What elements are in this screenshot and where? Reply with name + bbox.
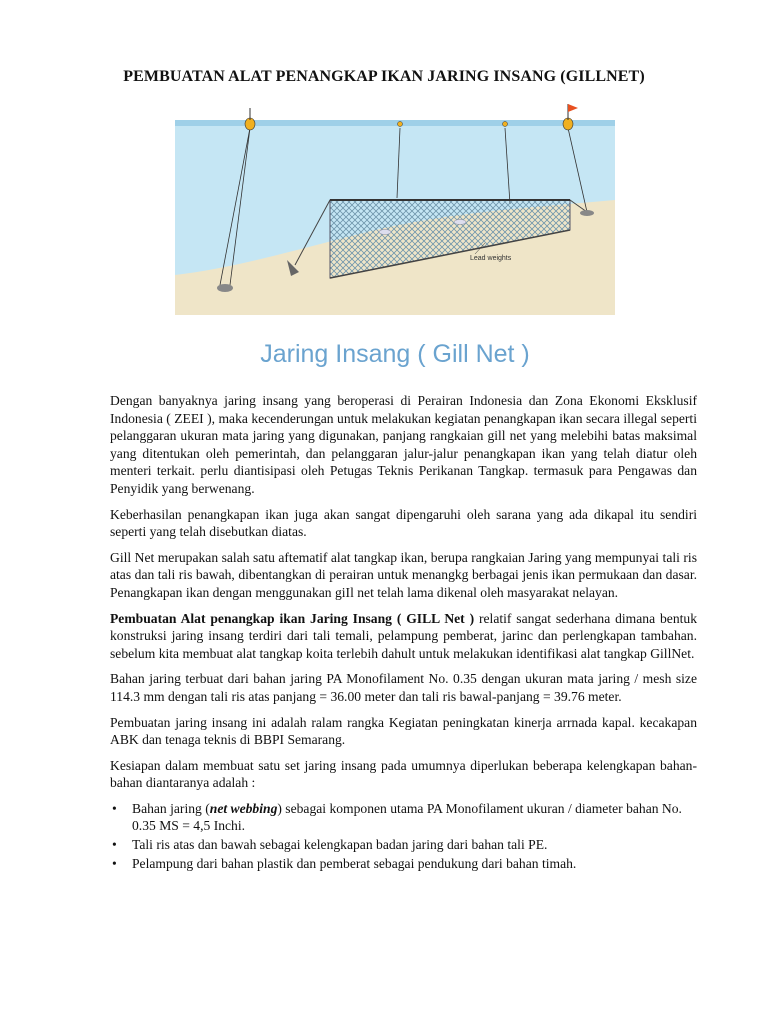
fish-1 — [379, 230, 391, 235]
flag-icon — [568, 104, 578, 112]
paragraph-6: Pembuatan jaring insang ini adalah ralam rangka Kegiatan peningkatan kinerja arrnada kapal. kecakapan ABK dan tenaga teknis di BBPI Semarang. — [110, 714, 697, 748]
paragraph-4-rest: relatif sangat sederhana dimana bentuk konstruksi jaring insang terdiri dari tali temali, pelampung pemberat, jarinc dan perlengkapan tambahan. sebelum kita membuat alat tangkap koita terlebih dahult untuk melakukan identifikasi alat tangkap GillNet. — [110, 610, 697, 661]
bullet-icon: • — [112, 800, 117, 816]
paragraph-1: Dengan banyaknya jaring insang yang beroperasi di Perairan Indonesia dan Zona Ekonomi Eksklusif Indonesia ( ZEEI ), maka kecenderungan untuk melakukan kegiatan penangkapan ikan secara illegal seperti pelanggaran ukuran mata jaring yang digunakan, panjang rangkaian gill net yang melebihi batas maksimal yang ditentukan oleh pemerintah, dan pelanggaran jalur-jalur penangkapan ikan yang telah diatur oleh menteri terkait. perlu diantisipasi oleh Petugas Teknis Perikanan Tangkap. termasuk para Pengawas dan Penyidik yang berwenang. — [110, 393, 697, 496]
figure-caption: Jaring Insang ( Gill Net ) — [260, 340, 530, 368]
gillnet-diagram — [175, 100, 615, 340]
fish-2 — [454, 220, 466, 225]
document-body — [110, 392, 697, 873]
list-item — [110, 855, 697, 873]
list-item-emphasis: net webbing — [209, 800, 278, 816]
paragraph-7: Kesiapan dalam membuat satu set jaring insang pada umumnya diperlukan beberapa kelengkapan bahan-bahan diantaranya adalah : — [110, 757, 697, 791]
list-item-text-post: ) sebagai komponen utama PA Monofilament ukuran / diameter bahan No. 0.35 MS = 4,5 Inchi. — [132, 800, 682, 834]
paragraph-3: Gill Net merupakan salah satu aftematif alat tangkap ikan, berupa rangkaian Jaring yang mempunyai tali ris atas dan tali ris bawah, dibentangkan di perairan untuk menangkg berbagai jenis ikan permukaan dan dasar. Penangkapan ikan dengan menggunakan giIl net telah lama dikenal oleh masyarakat nelayan. — [110, 549, 697, 600]
list-item-text: Pelampung dari bahan plastik dan pemberat sebagai pendukung dari bahan timah. — [132, 855, 577, 871]
paragraph-4 — [110, 610, 697, 663]
lead-weights-label: Lead weights — [470, 255, 512, 262]
document-title: PEMBUATAN ALAT PENANGKAP IKAN JARING INSANG (GILLNET) — [123, 68, 645, 85]
float-1 — [398, 122, 403, 127]
anchor-weight-left — [217, 284, 233, 292]
float-2 — [503, 122, 508, 127]
paragraph-4-bold: Pembuatan Alat penangkap ikan Jaring Insang ( GILL Net ) — [110, 610, 475, 626]
list-item-text: Tali ris atas dan bawah sebagai kelengkapan badan jaring dari bahan tali PE. — [132, 837, 548, 853]
list-item-text-pre: Bahan jaring ( — [132, 800, 210, 816]
bullet-icon: • — [112, 837, 117, 853]
list-item — [110, 836, 697, 854]
list-item — [110, 800, 697, 835]
anchor-weight-right — [580, 210, 594, 216]
paragraph-2: Keberhasilan penangkapan ikan juga akan sangat dipengaruhi oleh sarana yang ada dikapal itu sendiri seperti yang telah disebutkan diatas. — [110, 506, 697, 540]
paragraph-5: Bahan jaring terbuat dari bahan jaring PA Monofilament No. 0.35 dengan ukuran mata jaring / mesh size 114.3 mm dengan tali ris atas panjang = 36.00 meter dan tali ris bawal-panjang = 39.76 meter. — [110, 671, 697, 704]
water-surface — [175, 120, 615, 126]
bullet-icon: • — [112, 855, 117, 871]
materials-list — [110, 800, 697, 872]
